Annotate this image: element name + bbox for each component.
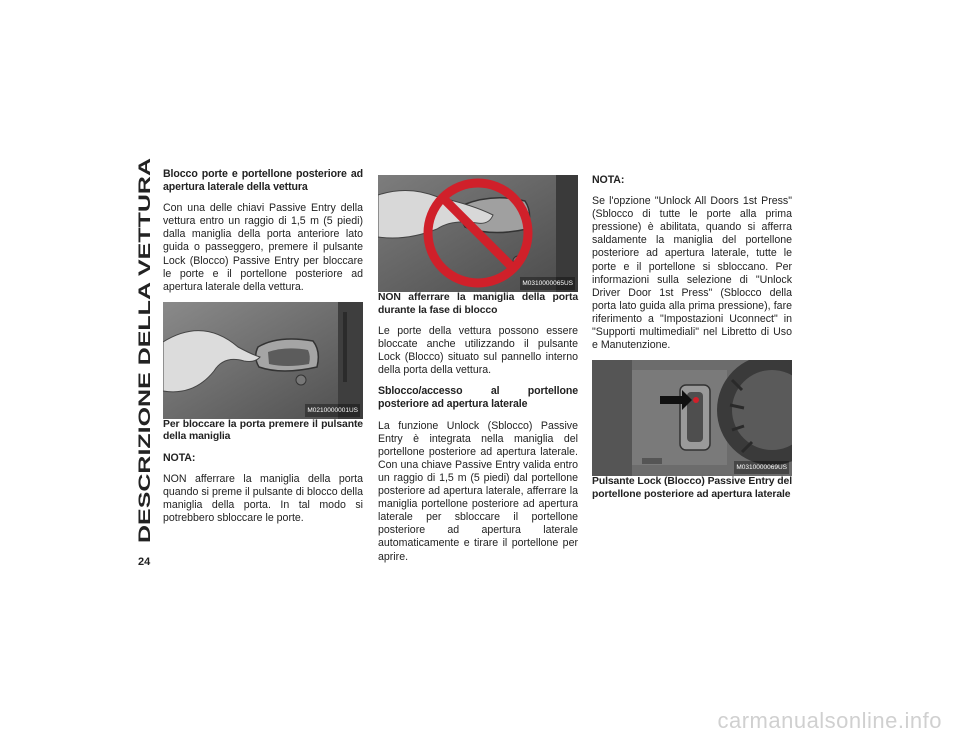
paragraph: La funzione Unlock (Sblocco) Passive Entry è integrata nella maniglia del portellone posteriore ad apertura laterale. Con una chiave Passive Entry valida entro un raggio di 1,5 m (5 piedi) dal portellone posteriore ad apertura laterale, afferrare la maniglia portellone posteriore ad apertura laterale per sbloccare il portellone posteriore ad apertura laterale automaticamente e tirare il portellone per aprire. [378, 419, 578, 563]
note-text: NON afferrare la maniglia della porta quando si preme il pulsante di blocco della maniglia della porta. In tal modo si potrebbero sbloccare le porte. [163, 472, 363, 525]
note-label: NOTA: [163, 451, 196, 464]
swing-gate-illustration [592, 360, 792, 476]
note-text: Se l'opzione "Unlock All Doors 1st Press" (Sblocco di tutte le porte alla prima pressione) è abilitata, quando si afferra saldamente la maniglia del portellone posteriore ad apertura laterale, tutte le porte e il portellone si sbloccano. Per informazioni sulla selezione di "Unlock Driver Door 1st Press" (Sblocco della porta lato guida alla prima pressione), fare riferimento a "Impostazioni Uconnect" in "Supporti multimediali" nel Libretto di Uso e Manutenzione. [592, 195, 792, 352]
side-title-text: DESCRIZIONE DELLA VETTURA [135, 281, 154, 543]
page-number: 24 [138, 556, 151, 568]
door-handle-lock-photo [163, 302, 363, 419]
swing-gate-button-photo [592, 360, 792, 476]
side-title [134, 158, 156, 543]
figure-caption: NON afferrare la maniglia della porta durante la fase di blocco [378, 292, 578, 316]
figure-code: M0310000065US [520, 277, 575, 290]
note-label: NOTA: [592, 174, 625, 186]
section-heading: Blocco porte e portellone posteriore ad apertura laterale della vettura [163, 168, 363, 194]
paragraph: Le porte della vettura possono essere bloccate anche utilizzando il pulsante Lock (Blocco) situato sul pannello interno della porta della vettura. [378, 325, 578, 377]
figure-caption: Pulsante Lock (Blocco) Passive Entry del portellone posteriore ad apertura laterale [592, 476, 792, 500]
column-1 [163, 168, 363, 533]
watermark: carmanualsonline.info [717, 708, 942, 733]
lock-button-dot [693, 397, 699, 403]
figure-code: M0210000001US [305, 404, 360, 417]
column-2 [378, 175, 578, 572]
section-heading: Sblocco/accesso al portellone posteriore ad apertura laterale [378, 385, 578, 411]
paragraph: Con una delle chiavi Passive Entry della vettura entro un raggio di 1,5 m (5 piedi) dalla maniglia della porta anteriore lato guida o passeggero, premere il pulsante Lock (Blocco) Passive Entry per bloccare le porte e il portellone posteriore ad apertura laterale della vettura. [163, 202, 363, 293]
figure-code: M0310000069US [734, 461, 789, 474]
do-not-grab-handle-photo [378, 175, 578, 292]
column-3 [592, 174, 792, 509]
figure-caption: Per bloccare la porta premere il pulsante della maniglia [163, 418, 363, 443]
prohibition-illustration [378, 175, 578, 292]
door-handle-illustration [163, 302, 363, 419]
